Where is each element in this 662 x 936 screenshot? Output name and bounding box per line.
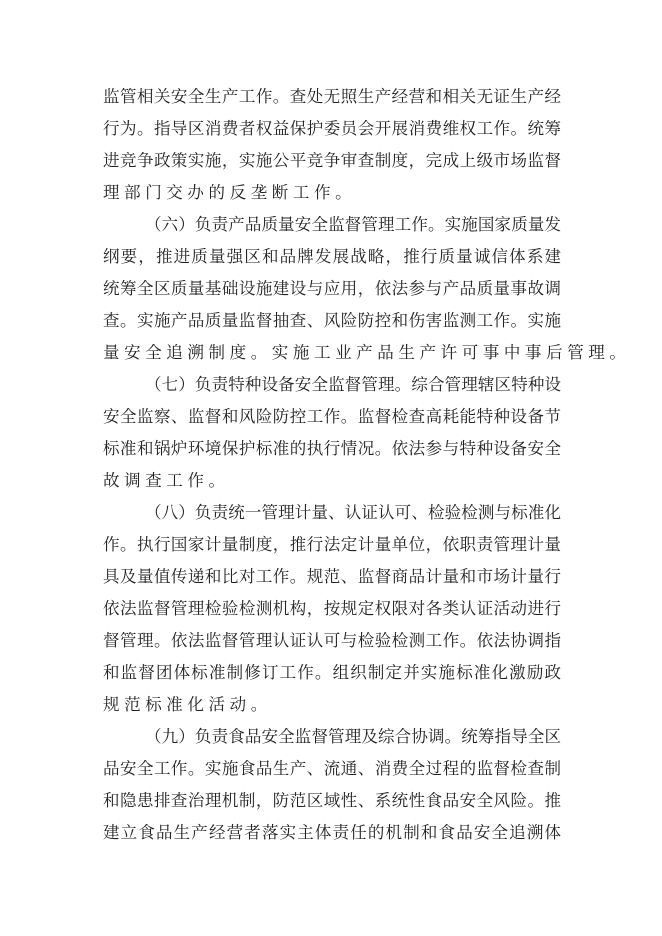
text-line: 督管理。依法监督管理认证认可与检验检测工作。依法协调指 [103, 631, 561, 650]
text-line: 品安全工作。实施食品生产、流通、消费全过程的监督检查制 [103, 759, 561, 778]
text-line: 行为。指导区消费者权益保护委员会开展消费维权工作。统筹 [103, 119, 561, 138]
text-line: 查。实施产品质量监督抽查、风险防控和伤害监测工作。实施 [103, 311, 561, 330]
text-line: 故调查工作。 [103, 471, 230, 490]
text-line: 监管相关安全生产工作。查处无照生产经营和相关无证生产经 [103, 87, 561, 106]
text-line: 安全监察、监督和风险防控工作。监督检查高耗能特种设备节 [103, 407, 561, 426]
text-line: 统筹全区质量基础设施建设与应用，依法参与产品质量事故调 [103, 279, 561, 298]
text-line: 纲要，推进质量强区和品牌发展战略，推行质量诚信体系建 [103, 247, 561, 266]
paragraph-first-line: （七）负责特种设备安全监督管理。综合管理辖区特种设 [145, 375, 561, 394]
text-line: 量安全追溯制度。实施工业产品生产许可事中事后管理。 [103, 343, 631, 362]
paragraph-first-line: （六）负责产品质量安全监督管理工作。实施国家质量发 [145, 215, 561, 234]
text-line: 具及量值传递和比对工作。规范、监督商品计量和市场计量行 [103, 567, 561, 586]
paragraph-first-line: （八）负责统一管理计量、认证认可、检验检测与标准化 [145, 503, 561, 522]
text-line: 建立食品生产经营者落实主体责任的机制和食品安全追溯体 [103, 823, 561, 842]
document-body [103, 81, 631, 849]
text-line: 规范标准化活动。 [103, 695, 272, 714]
text-line: 理部门交办的反垄断工作。 [103, 183, 357, 202]
text-line: 进竞争政策实施，实施公平竞争审查制度，完成上级市场监督 [103, 151, 561, 170]
text-line: 和隐患排查治理机制，防范区域性、系统性食品安全风险。推 [103, 791, 561, 810]
text-line: 依法监督管理检验检测机构，按规定权限对各类认证活动进行 [103, 599, 561, 618]
text-line: 和监督团体标准制修订工作。组织制定并实施标准化激励政 [103, 663, 561, 682]
text-line: 作。执行国家计量制度，推行法定计量单位，依职责管理计量 [103, 535, 561, 554]
paragraph-first-line: （九）负责食品安全监督管理及综合协调。统筹指导全区 [145, 727, 561, 746]
text-line: 标准和锅炉环境保护标准的执行情况。依法参与特种设备安全 [103, 439, 561, 458]
